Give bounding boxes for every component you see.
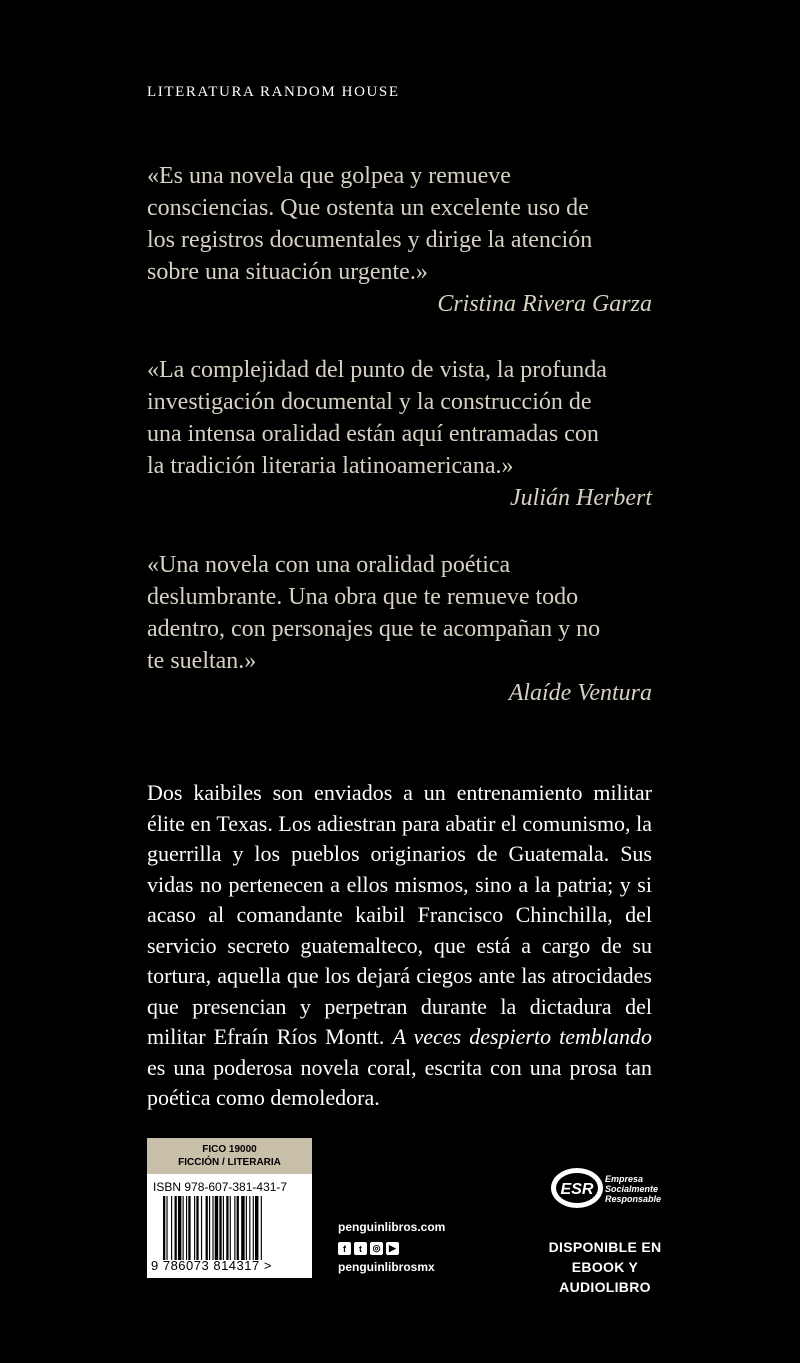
quote-line: investigación documental y la construcción de	[147, 389, 592, 415]
barcode-bar	[194, 1196, 195, 1260]
quote-text	[147, 160, 652, 288]
synopsis	[147, 778, 652, 1114]
quote-3	[147, 549, 652, 709]
esr-line: Empresa	[605, 1174, 644, 1184]
quote-1	[147, 160, 652, 320]
quote-line: deslumbrante. Una obra que te remueve todo	[147, 584, 579, 610]
barcode-bar	[196, 1196, 198, 1260]
quote-author: Julián Herbert	[510, 485, 652, 511]
barcode-bar	[209, 1196, 210, 1260]
synopsis-text: Dos kaibiles son enviados a un entrenamiento militar élite en Texas. Los adiestran para abatir el comunismo, la guerrilla y los pueblos originarios de Guatemala. Sus vidas no pertenecen a ellos mismos, sino a la patria; y si acaso al comandante kaibil Francisco Chinchilla, del servicio secreto guatemalteco, que está a cargo de su tortura, aquella que los dejará ciegos ante las atrocidades que presencian y perpetran durante la dictadura del militar Efraín Ríos Montt.	[147, 780, 652, 1049]
barcode-bar	[163, 1196, 165, 1260]
barcode-bar	[255, 1196, 258, 1260]
barcode-bar	[171, 1196, 172, 1260]
quote-line: los registros documentales y dirige la atención	[147, 227, 593, 253]
twitter-icon[interactable]: t	[354, 1242, 367, 1255]
barcode-bar	[175, 1196, 177, 1260]
quote-line: «Una novela con una oralidad poética	[147, 552, 511, 578]
barcode-bar	[219, 1196, 221, 1260]
barcode-bar	[166, 1196, 167, 1260]
barcode-bar	[206, 1196, 208, 1260]
barcode-bar	[215, 1196, 218, 1260]
barcode-bar	[234, 1196, 235, 1260]
quote-author: Alaíde Ventura	[508, 680, 652, 706]
barcode-bar	[201, 1196, 202, 1260]
barcode-bar	[178, 1196, 181, 1260]
facebook-icon[interactable]: f	[338, 1242, 351, 1255]
barcode-bar	[183, 1196, 184, 1260]
barcode-bar	[186, 1196, 187, 1260]
barcode-bar	[226, 1196, 228, 1260]
quote-line: «Es una novela que golpea y remueve	[147, 163, 511, 189]
esr-label	[605, 1174, 661, 1204]
social-icons	[338, 1242, 399, 1255]
availability-line: DISPONIBLE EN	[548, 1239, 662, 1255]
social-handle[interactable]: penguinlibrosmx	[338, 1260, 435, 1274]
barcode-bar	[188, 1196, 190, 1260]
barcode-bar	[261, 1196, 262, 1260]
category-code: FICO 19000	[202, 1144, 257, 1155]
barcode-bar	[249, 1196, 250, 1260]
quote-line: sobre una situación urgente.»	[147, 259, 428, 285]
barcode-digits: 9 786073 814317 >	[151, 1258, 272, 1273]
barcode-bar	[253, 1196, 254, 1260]
barcode-bar	[246, 1196, 247, 1260]
youtube-icon[interactable]: ▶	[386, 1242, 399, 1255]
availability-notice	[545, 1237, 665, 1297]
barcode-bar	[223, 1196, 224, 1260]
quote-2	[147, 354, 652, 514]
barcode-bars	[163, 1196, 303, 1260]
website-link[interactable]: penguinlibros.com	[338, 1220, 446, 1234]
instagram-icon[interactable]: ◎	[370, 1242, 383, 1255]
quote-line: adentro, con personajes que te acompañan y no	[147, 616, 601, 642]
category-name: FICCIÓN / LITERARIA	[178, 1157, 281, 1168]
quote-line: «La complejidad del punto de vista, la profunda	[147, 357, 607, 383]
quote-text	[147, 354, 652, 482]
quote-text	[147, 549, 652, 677]
publisher-name: LITERATURA RANDOM HOUSE	[147, 84, 400, 100]
quote-author: Cristina Rivera Garza	[437, 291, 652, 317]
quote-line: una intensa oralidad están aquí entramadas con	[147, 421, 599, 447]
availability-line: EBOOK Y AUDIOLIBRO	[559, 1259, 651, 1295]
barcode-box	[147, 1138, 312, 1278]
quote-line: te sueltan.»	[147, 648, 257, 674]
esr-logo-text: ESR	[560, 1181, 594, 1198]
quote-line: la tradición literaria latinoamericana.»	[147, 453, 514, 479]
barcode-bar	[212, 1196, 213, 1260]
isbn: ISBN 978-607-381-431-7	[153, 1180, 288, 1194]
esr-line: Socialmente	[605, 1184, 659, 1194]
synopsis-text-end: es una poderosa novela coral, escrita con una prosa tan poética como demoledora.	[147, 1054, 652, 1110]
quote-line: consciencias. Que ostenta un excelente uso de	[147, 195, 589, 221]
category-label	[147, 1138, 312, 1174]
book-title: A veces despierto temblando	[392, 1024, 652, 1049]
barcode-bar	[230, 1196, 231, 1260]
esr-line: Responsable	[605, 1194, 662, 1204]
barcode-bar	[241, 1196, 244, 1260]
barcode-bar	[237, 1196, 239, 1260]
